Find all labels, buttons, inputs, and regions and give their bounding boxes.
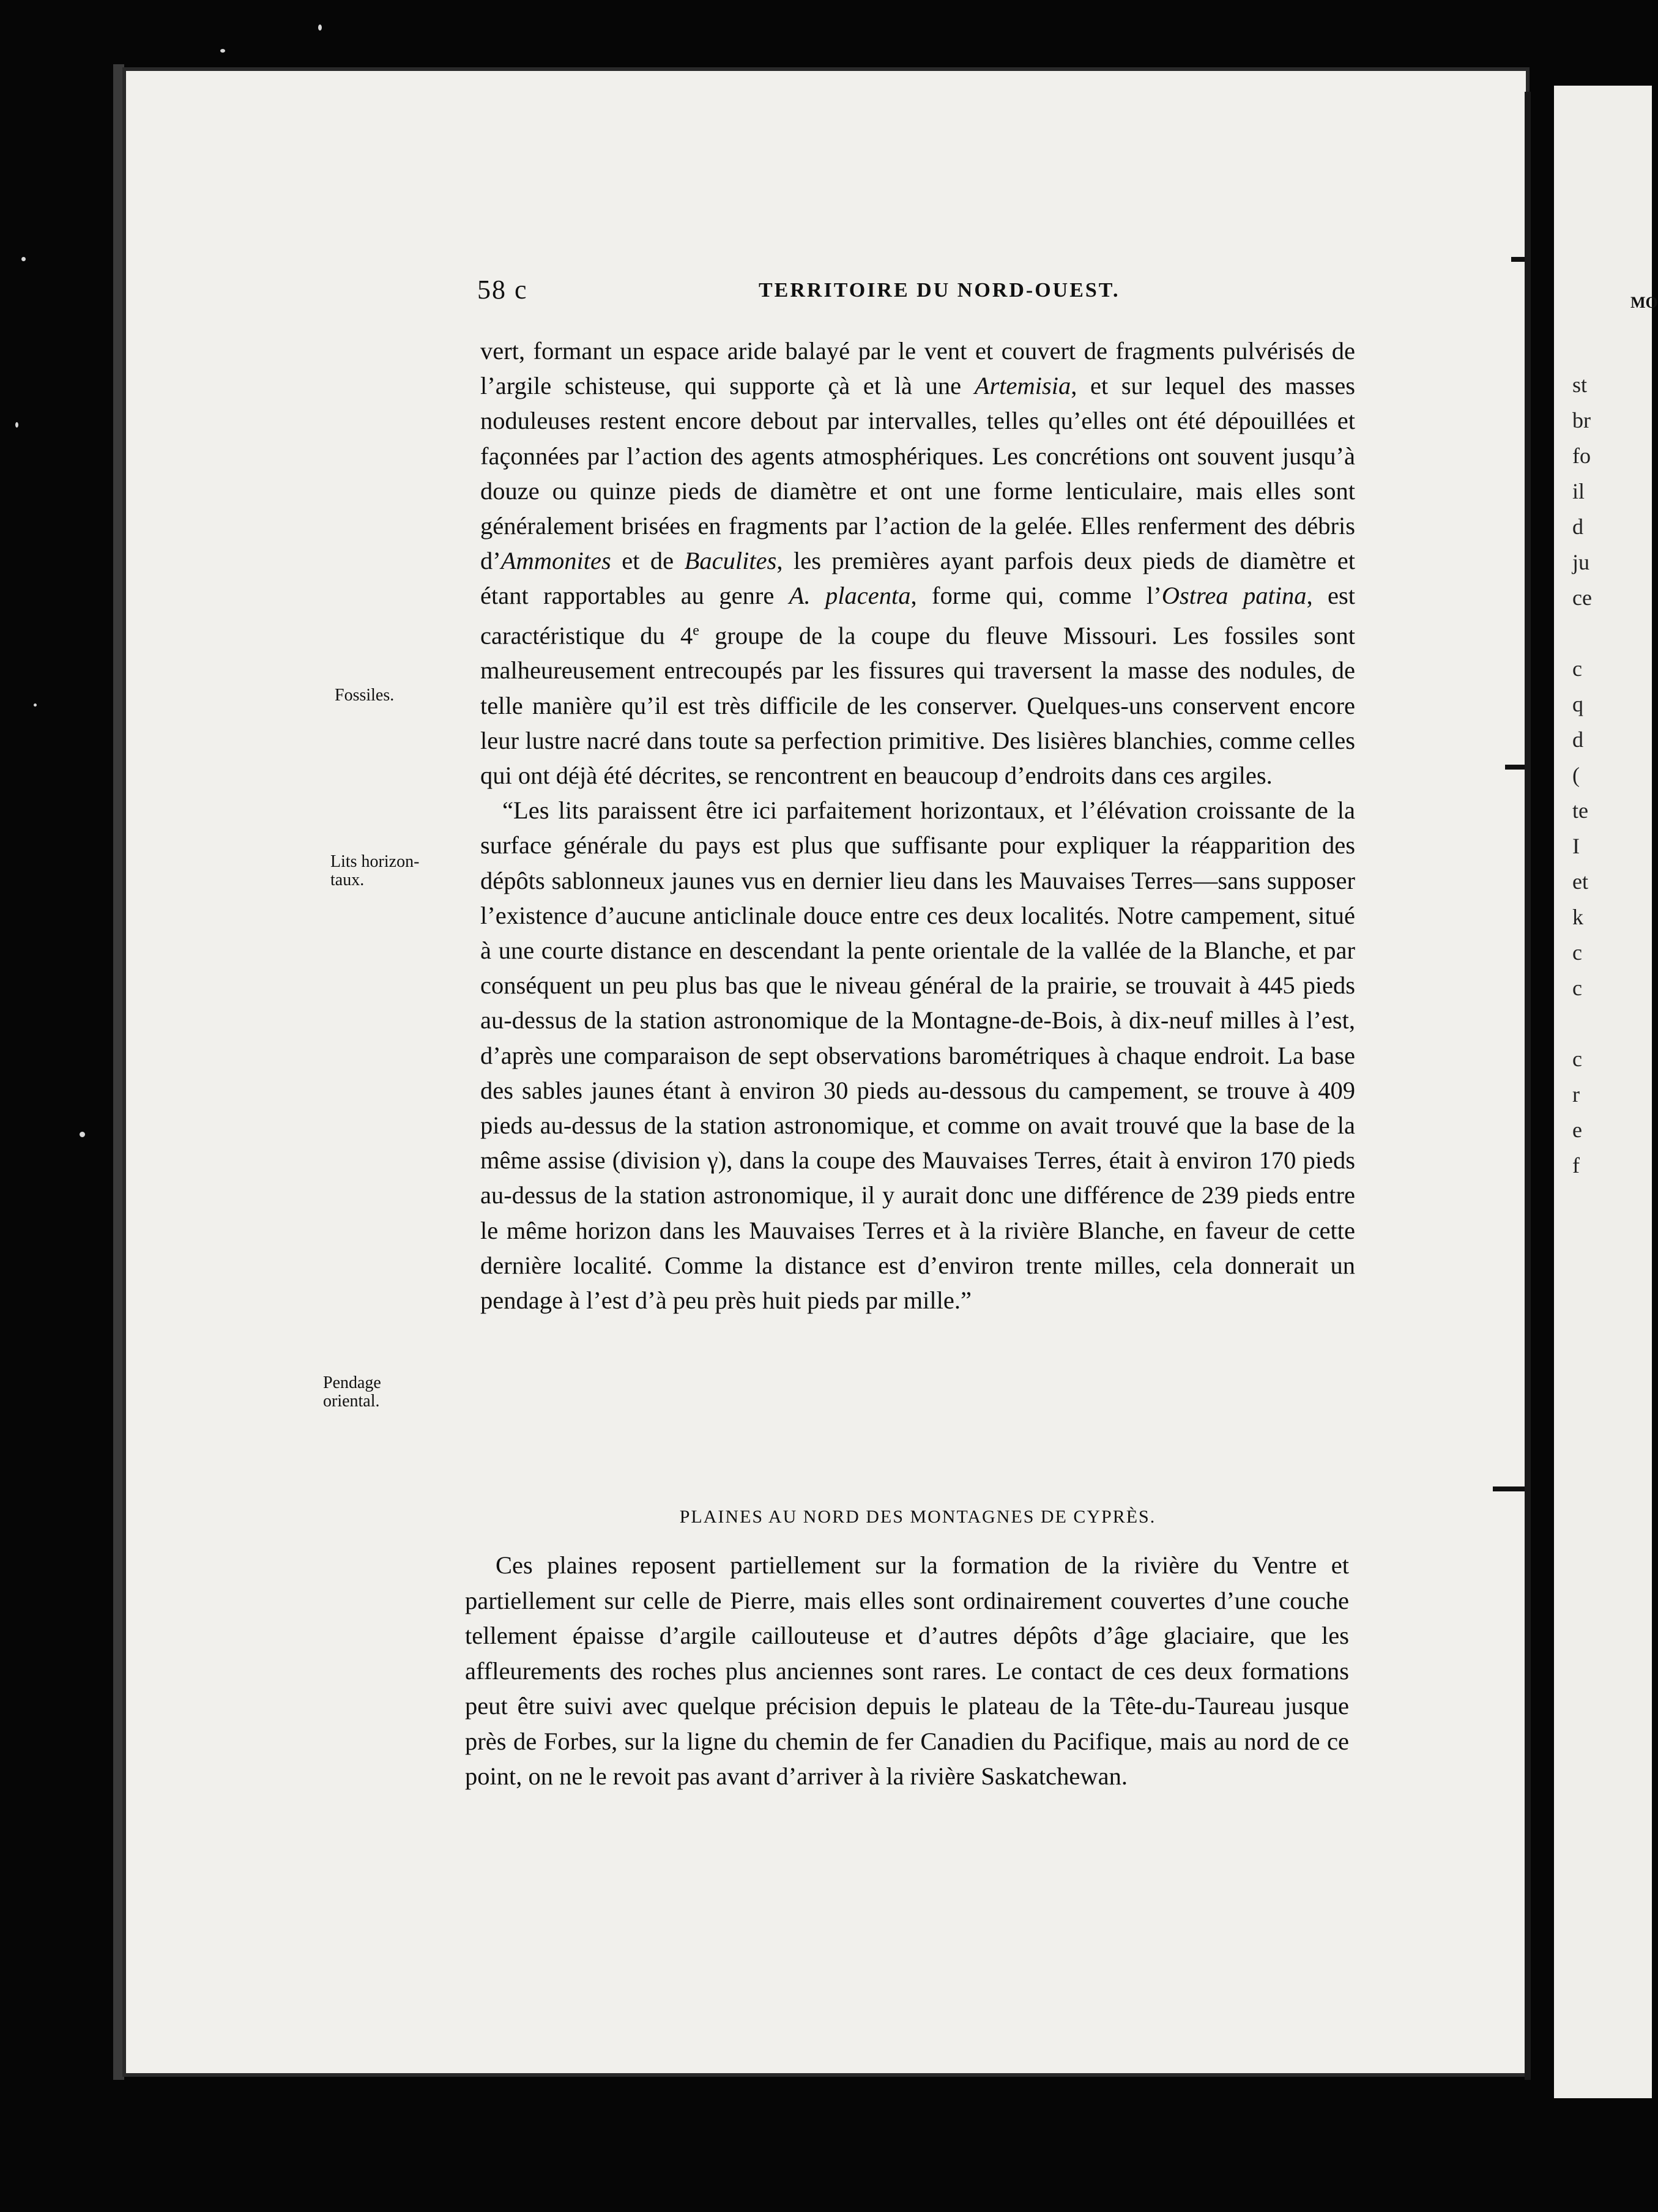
- facing-fragment: c: [1572, 1047, 1582, 1071]
- facing-fragment: et: [1572, 869, 1588, 894]
- paragraph-quote: “Les lits paraissent être ici parfaitement horizontaux, et l’élévation croissante de la surface générale du pays est plus que suffisante pour expliquer la réapparition des dépôts sablonneux jaunes vus en dernier lieu dans les Mauvaises Terres—sans supposer l’existence d’aucune anticlinale douce entre ces deux localités. Notre campement, situé à une courte distance en descendant la pente orientale de la vallée de la Blanche, et par conséquent un peu plus bas que le niveau général de la prairie, se trouvait à 445 pieds au-dessus de la station astronomique de la Montagne-de-Bois, à dix-neuf milles à l’est, d’après une comparaison de sept observations barométriques à chaque endroit. La base des sables jaunes étant à environ 30 pieds au-dessous du campement, se trouve à 409 pieds au-dessus de la station astronomique, et comme on avait trouvé que la base de la même assise (division γ), dans la coupe des Mauvaises Terres, était à environ 170 pieds au-dessus de la station astronomique, il y aurait donc une différence de 239 pieds entre le même horizon dans les Mauvaises Terres et à la rivière Blanche, en faveur de cette dernière localité. Comme la distance est d’environ trente milles, cela donnerait un pendage à l’est d’à peu près huit pieds par mille.”: [480, 796, 1355, 1314]
- margin-note-text: Pendage: [323, 1373, 381, 1392]
- facing-fragment: fo: [1572, 444, 1591, 468]
- facing-fragment: br: [1572, 408, 1591, 432]
- margin-note-text: taux.: [330, 870, 365, 889]
- italic-term: Baculites: [684, 547, 777, 575]
- facing-fragment: te: [1572, 798, 1588, 823]
- paragraph-concretions: [480, 333, 1355, 793]
- scan-speck: [318, 24, 322, 31]
- margin-note-pendage: [323, 1374, 381, 1411]
- facing-fragment: il: [1572, 479, 1585, 503]
- facing-fragment: (: [1572, 763, 1580, 787]
- text-span: et de: [611, 547, 685, 575]
- scan-speck: [34, 703, 37, 707]
- facing-fragment: c: [1572, 940, 1582, 965]
- margin-note-text: Lits horizon-: [330, 852, 420, 871]
- facing-fragment: st: [1572, 373, 1588, 397]
- page-header: [477, 274, 1370, 311]
- margin-note-lits-horizontaux: [330, 853, 419, 889]
- italic-term: Ammonites: [500, 547, 611, 575]
- facing-fragment: ce: [1572, 585, 1592, 610]
- italic-term: A. placenta: [789, 582, 911, 610]
- scan-speck: [220, 49, 225, 53]
- main-text: [480, 333, 1355, 1318]
- section-text: [465, 1548, 1349, 1794]
- facing-fragment: c: [1572, 976, 1582, 1000]
- section-title: PLAINES AU NORD DES MONTAGNES DE CYPRÈS.: [679, 1507, 1156, 1527]
- page-number: 58 c: [477, 275, 528, 305]
- gutter-mark: [1525, 92, 1531, 2080]
- scan-speck: [15, 422, 18, 428]
- scan-speck: [21, 257, 26, 261]
- facing-fragment: r: [1572, 1082, 1580, 1107]
- text-span: groupe de la coupe du fleuve Missouri. Les fossiles sont malheureusement entrecoupés par les fissures qui traversent la masse des nodules, de telle manière qu’il est très difficile de les conserver. Quelques-uns conservent encore leur lustre nacré dans toute sa perfection primitive. Des lisières blanchies, comme celles qui ont déjà été décrites, se rencontrent en beaucoup d’endroits dans ces argiles.: [480, 622, 1355, 789]
- facing-fragment: k: [1572, 905, 1583, 929]
- text-span: vert, formant un espace aride balayé par le vent et couvert de fragments pulvérisés de l’argile schisteuse, qui supporte çà et là une: [480, 337, 1355, 400]
- text-span: , forme qui, comme l’: [910, 582, 1162, 610]
- facing-page: [1554, 86, 1652, 2098]
- running-title: TERRITOIRE DU NORD-OUEST.: [759, 279, 1120, 302]
- italic-term: Ostrea patina: [1161, 582, 1307, 610]
- facing-fragment: q: [1572, 692, 1583, 716]
- facing-fragment: f: [1572, 1153, 1580, 1178]
- margin-note-text: Fossiles.: [335, 686, 395, 705]
- paragraph-plaines: Ces plaines reposent partiellement sur la formation de la rivière du Ventre et partiellement sur celle de Pierre, mais elles sont ordinairement couvertes d’une couche tellement épaisse d’argile caillouteuse et d’autres dépôts d’âge glaciaire, que les affleurements des roches plus anciennes sont rares. Le contact de ces deux formations peut être suivi avec quelque précision depuis le plateau de la Tête-du-Taureau jusque près de Forbes, sur la ligne du chemin de fer Canadien du Pacifique, mais au nord de ce point, on ne le revoit pas avant d’arriver à la rivière Saskatchewan.: [465, 1551, 1349, 1790]
- facing-page-header: MO: [1630, 294, 1658, 311]
- superscript: e: [693, 622, 699, 639]
- text-span: , les premières ayant parfois deux pieds de diamètre et étant rapportables au genre: [480, 547, 1355, 610]
- facing-fragment: c: [1572, 656, 1582, 681]
- facing-fragment: I: [1572, 834, 1580, 858]
- margin-note-fossiles: [335, 686, 394, 705]
- gutter-mark: [1493, 1486, 1530, 1491]
- facing-fragment: d: [1572, 727, 1583, 752]
- facing-fragment: d: [1572, 514, 1583, 539]
- facing-fragment: e: [1572, 1118, 1582, 1142]
- margin-note-text: oriental.: [323, 1392, 380, 1411]
- italic-term: Artemisia: [974, 372, 1071, 400]
- facing-fragment: ju: [1572, 550, 1590, 574]
- text-span: , est caractéristique du 4: [480, 582, 1356, 650]
- scan-speck: [80, 1132, 85, 1137]
- text-span: , et sur lequel des masses noduleuses restent encore debout par intervalles, telles qu’elles ont été dépouillées et façonnées par l’action des agents atmosphériques. Les concrétions ont souvent jusqu’à douze ou quinze pieds de diamètre et ont une forme lenticulaire, mais elles sont généralement brisées en fragments par l’action de la gelée. Elles renferment des débris d’: [480, 372, 1356, 575]
